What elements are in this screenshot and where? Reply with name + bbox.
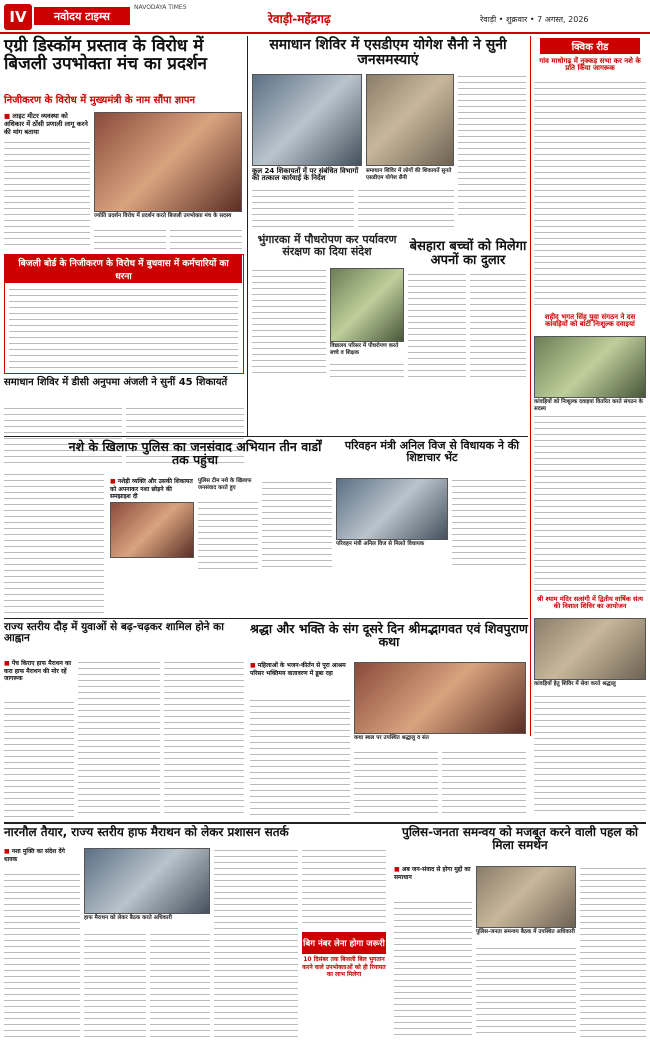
story3-body <box>9 287 238 369</box>
story11-body-col2 <box>84 932 146 1038</box>
story3-box <box>4 254 244 374</box>
quickread-item2-headline: शहीद भगत सिंह युवा संगठन ने दस कांवड़ियों को बांटी निःशुल्क दवाइयां <box>544 313 636 329</box>
story2-caption: समाधान शिविर में लोगों की शिकायतें सुनते एसडीएम योगेश सैनी <box>366 168 452 181</box>
story9-body-col1 <box>4 700 74 818</box>
story10-body-col3 <box>442 750 526 818</box>
quickread-label: क्विक रीड <box>540 38 640 54</box>
story6-body-col3 <box>4 472 104 622</box>
story7-body-col2 <box>262 480 332 570</box>
story1-headline: एग्री डिस्कॉम प्रस्ताव के विरोध में बिजली उपभोक्ता मंच का प्रदर्शन <box>4 36 207 74</box>
story12-caption: पुलिस-जनता समन्वय बैठक में उपस्थित अधिकारी <box>476 929 575 935</box>
story12-body-col1 <box>394 900 472 1038</box>
story3-headline: बिजली बोर्ड के निजीकरण के विरोध में बुधवास में कर्मचारियों का धरना <box>5 255 242 283</box>
story5-body-col1 <box>408 272 466 380</box>
edition-name: रेवाड़ी-महेंद्रगढ़ <box>268 12 331 26</box>
story10-body-col1 <box>250 698 350 818</box>
story10-photo <box>354 662 526 734</box>
story7-photo <box>110 502 194 558</box>
story8-headline: परिवहन मंत्री अनिल विज से विधायक ने की शिष्टाचार भेंट <box>344 439 520 464</box>
newspaper-tagline: NAVODAYA TIMES <box>134 4 187 11</box>
story11-photo <box>84 848 210 914</box>
story2-body-col2 <box>358 188 454 228</box>
story7-caption: पुलिस टीम नशे के खिलाफ जनसंवाद करते हुए <box>198 478 252 491</box>
story9-body-col3 <box>164 660 244 818</box>
story2-headline: समाधान शिविर में एसडीएम योगेश सैनी ने सुनी जनसमस्याएं <box>269 37 507 68</box>
quickread-item2-caption: कांवड़ियों को निःशुल्क दवाइयां वितरित करते संगठन के सदस्य <box>534 399 643 412</box>
masthead <box>0 0 650 34</box>
section-rule-3 <box>4 822 646 824</box>
story6-headline: समाधान शिविर में डीसी अनुपमा अंजली ने सुनीं 45 शिकायतें <box>4 377 228 388</box>
story9-bullet: ■ पेंच किराए हाफ मैराथन का करा हाफ मैराथन की मोर रहें जागरूक <box>4 660 74 683</box>
story4-body-col2 <box>330 362 404 380</box>
story1-body-col2 <box>94 228 166 250</box>
story2-sidehead: कुल 24 शिकायतों में पर संबंधित विभागों को तत्काल कार्रवाई के निर्देश <box>252 167 359 183</box>
story11-ad-title: बिग नंबर लेना होगा जरूरी <box>302 932 386 954</box>
column-divider <box>247 36 248 436</box>
story11-body-col5 <box>302 848 386 928</box>
story5-body-col2 <box>470 272 526 380</box>
story4-caption: विद्यालय परिसर में पौधरोपण करते बच्चे व शिक्षक <box>330 343 399 356</box>
story11-ad-body: 10 दिसंबर तक बिजली बिल भुगतान करने वाले उपभोक्ताओं को ही रियायत का लाभ मिलेगा <box>302 956 386 978</box>
story8-caption: परिवहन मंत्री अनिल विज से मिलते विधायक <box>336 541 425 547</box>
story12-body-col2 <box>476 946 576 1038</box>
story1-photo <box>94 112 242 212</box>
story9-headline: राज्य स्तरीय दौड़ में युवाओं से बढ़-चढ़कर शामिल होने का आह्वान <box>4 621 224 645</box>
quickread-item3-photo <box>534 618 646 680</box>
story2-photo-2 <box>366 74 454 166</box>
story1-body-col3 <box>170 228 242 250</box>
quickread-item2-photo <box>534 336 646 398</box>
story1-bullet: ■ लाइट मीटर व्यवस्था को अधिकार में ठोंसी प्रणाली लागू करने की मांग बताया <box>4 112 90 136</box>
story2-body-col1 <box>252 188 354 228</box>
story11-body-col1 <box>4 872 80 1038</box>
story1-caption: ज्योति प्रदर्शन विरोध में प्रदर्शन करते बिजली उपभोक्ता मंच के सदस्य <box>94 213 232 219</box>
section-rule-2 <box>4 618 528 619</box>
quickread-item3-headline: श्री श्याम मंदिर सत्संगी में द्वितीय वार्षिक संत्य की विशाल शिविर का आयोजन <box>536 595 644 610</box>
story5-headline: बेसहारा बच्चों को मिलेगा अपनों का दुलार <box>409 239 527 268</box>
story11-body-col3 <box>150 932 210 1038</box>
story11-caption: हाफ मैराथन को लेकर बैठक करते अधिकारी <box>84 915 172 921</box>
story10-headline: श्रद्धा और भक्ति के संग दूसरे दिन श्रीमद्भागवत एवं शिवपुराण कथा <box>250 621 528 650</box>
story7-bullet: ■ नशेड़ी व्यक्ति और उसकी शिकायत को अपनाकर नशा छोड़ने की समझाइश दी <box>110 478 194 501</box>
story11-headline: नारनौल तैयार, राज्य स्तरीय हाफ मैराथन को लेकर प्रशासन सतर्क <box>4 825 289 839</box>
story4-photo <box>330 268 404 342</box>
story8-photo <box>336 478 448 540</box>
story12-headline: पुलिस-जनता समन्वय को मजबूत करने वाली पहल को मिला समर्थन <box>402 825 638 852</box>
quickread-item3-caption: कांवड़ियों हेतु शिविर में सेवा करते श्रद्धालु <box>534 681 616 687</box>
newspaper-logo: नवोदय टाइम्स <box>34 7 130 25</box>
story7-headline: नशे के खिलाफ पुलिस का जनसंवाद अभियान तीन वार्डों तक पहुंचा <box>68 439 322 468</box>
quickread-item1-headline: गांव माधोगढ़ में नुक्कड़ सभा कर नशे के प्रति किया जागरूक <box>539 57 641 73</box>
story9-body-col2 <box>78 660 160 818</box>
story8-body <box>452 478 526 570</box>
story1-subhead: निजीकरण के विरोध में मुख्यमंत्री के नाम सौंपा ज्ञापन <box>4 95 196 106</box>
story2-body-col3 <box>458 74 526 219</box>
story4-body-col1 <box>252 268 326 378</box>
story7-body-col1 <box>198 500 258 570</box>
story10-bullet: ■ महिलाओं के भजन-कीर्तन से पूरा आश्रम परिसर भक्तिमय वातावरण में डूबा रहा <box>250 662 350 677</box>
dateline: रेवाड़ी • शुक्रवार • 7 अगस्त, 2026 <box>480 15 589 24</box>
page-number: IV <box>4 4 32 30</box>
quickread-item3-body <box>534 694 646 814</box>
section-rule <box>4 436 528 437</box>
story12-bullet: ■ अब जन-संवाद से होगा मुद्दों का समाधान <box>394 866 472 881</box>
story12-body-col3 <box>580 866 646 1038</box>
story12-photo <box>476 866 576 928</box>
quickread-divider <box>530 36 531 736</box>
story11-ad-box <box>302 848 386 1038</box>
story2-photo <box>252 74 362 166</box>
quickread-item2-body <box>534 414 646 592</box>
story10-body-col2 <box>354 750 438 818</box>
story1-body-col1 <box>4 140 90 250</box>
story11-body-col4 <box>214 848 298 1038</box>
story10-caption: कथा स्थल पर उपस्थित श्रद्धालु व संत <box>354 735 429 741</box>
story11-bullet: ■ नशा मुक्ति का संदेश देंगे धावक <box>4 848 80 863</box>
quickread-item1-body <box>534 80 646 310</box>
story4-headline: भुंगारका में पौधरोपण कर पर्यावरण संरक्षण का दिया संदेश <box>257 233 397 258</box>
